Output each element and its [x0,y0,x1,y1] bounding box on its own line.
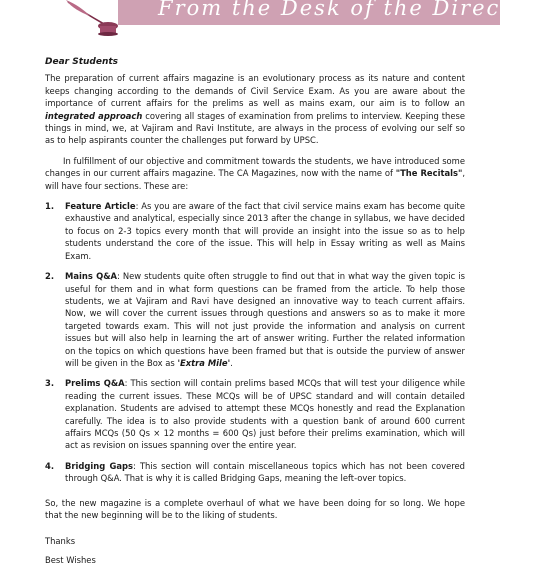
list-number: 1. [45,201,55,212]
list-item [45,460,465,485]
emphasis-integrated-approach: integrated approach [45,110,143,121]
text-span: . [230,357,233,368]
paragraph-closing: So, the new magazine is a complete overhaul of what we have been doing for so long. We hope that the new beginning will be to the liking of students. [45,497,465,520]
section-title: Bridging Gaps [65,460,134,471]
letter-body [45,56,465,566]
sections-list [45,200,465,485]
section-text: : New students quite often struggle to find out that in what way the given topic is useful for them and in what form questions can be framed from the article. To help those students, we at Vajiram and Ravi have designed an innovative way to teach current affairs. Now, we will cover the current issues through questions and answers so as to make it more targeted towards exam. This will not just provide the information and analysis on current issues but will also help in learning the art of answer writing. Further the related information on the topics on which questions have been framed but that is outside the purview of answer will be given in the Box as [65,271,466,368]
list-number: 3. [45,378,55,389]
header-banner [0,0,537,36]
text-span: , will have four sections. These are: [45,168,465,191]
section-text: : This section will contain prelims based MCQs that will test your diligence while reading the current issues. These MCQs will be of UPSC standard and will contain detailed explanation. Students are advised to attempt these MCQs honestly and read the Explanation carefully. The idea is to also provide students with a question bank of around 600 current affairs MCQs (50 Qs × 12 months = 600 Qs) just before their prelims examination, which will act as revision on issues spanning over the entire year. [65,378,465,451]
list-number: 4. [45,460,55,471]
text-span: covering all stages of examination from prelims to interview. Keeping these things in mind, we, at Vajiram and Ravi Institute, are always in the process of evolving our self so as to help aspirants counter the challenges put forward by UPSC. [45,110,465,146]
list-number: 2. [45,271,55,282]
emphasis-the-recitals: "The Recitals" [395,168,463,179]
list-item [45,377,465,451]
banner-title: From the Desk of the Director [158,0,537,20]
salutation: Dear Students [45,57,119,67]
section-title: Mains Q&A [65,271,118,282]
section-title: Prelims Q&A [65,378,125,389]
section-text: : As you are aware of the fact that civil service mains exam has become quite exhaustive and analytical, especially since 2013 after the change in syllabus, we have decided to focus on 2-3 topics every month that will provide an insight into the issue so as to help students understand the core of the issue. This will help in Essay writing as well as Mains Exam. [65,201,465,261]
paragraph-objective [45,155,465,192]
inkpot-quill-icon [60,0,126,36]
list-item [45,200,465,262]
section-title: Feature Article [65,201,136,212]
section-text: : This section will contain miscellaneous topics which has not been covered through Q&A. That is why it is called Bridging Gaps, meaning the left-over topics. [65,460,465,484]
list-item [45,270,465,369]
text-span: In fulfillment of our objective and commitment towards the students, we have introduced some changes in our current affairs magazine. The CA Magazines, now with the name of [45,155,465,179]
thanks-text: Thanks [45,536,76,547]
signoff-text: Best Wishes [45,554,96,565]
paragraph-intro [45,72,465,146]
emphasis-extra-mile: 'Extra Mile' [177,357,231,368]
text-span: The preparation of current affairs magazine is an evolutionary process as its nature and content keeps changing according to the demands of Civil Service Exam. As you are aware about the importance of current affairs for the prelims as well as mains exam, our aim is to follow an [45,73,465,109]
